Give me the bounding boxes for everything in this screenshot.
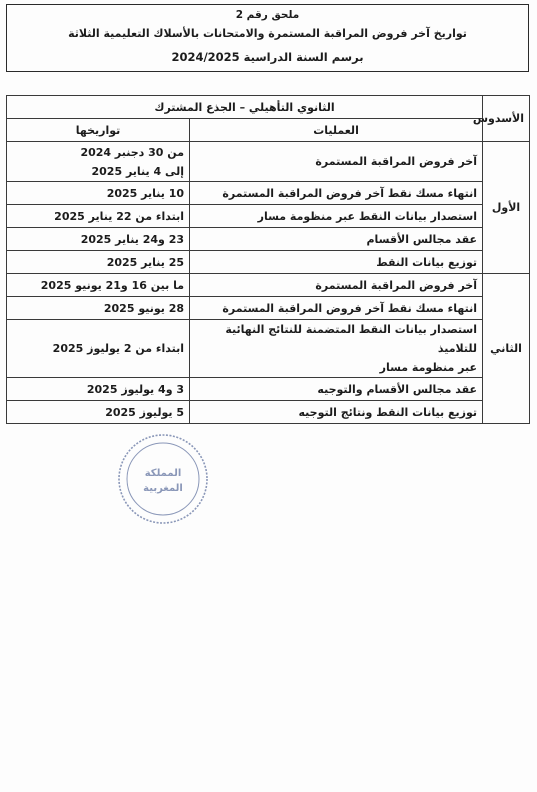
operation-cell: استصدار بيانات النقط عبر منظومة مسار xyxy=(190,205,483,228)
operation-cell: آخر فروض المراقبة المستمرة xyxy=(190,274,483,297)
date-cell: 25 يناير 2025 xyxy=(7,251,190,274)
operations-header: العمليات xyxy=(190,119,483,142)
operation-cell xyxy=(190,320,483,378)
stamp-text-2: المغربية xyxy=(143,483,183,494)
table-row xyxy=(7,378,530,401)
document-title: تواريخ آخر فروض المراقبة المستمرة والامتحانات بالأسلاك التعليمية الثلاثة xyxy=(68,27,467,40)
official-stamp xyxy=(116,432,210,526)
date-line-1: من 30 دجنبر 2024 xyxy=(80,145,185,159)
operation-cell: توزيع بيانات النقط ونتائج التوجيه xyxy=(190,401,483,424)
date-cell: 10 يناير 2025 xyxy=(7,182,190,205)
operation-cell: انتهاء مسك نقط آخر فروض المراقبة المستمرة xyxy=(190,297,483,320)
table-row xyxy=(7,142,530,182)
level-title: الثانوي التأهيلي – الجذع المشترك xyxy=(7,96,483,119)
semester-1-label: الأول xyxy=(483,142,530,274)
table-row xyxy=(7,401,530,424)
header-box xyxy=(6,4,529,72)
school-year: برسم السنة الدراسية 2024/2025 xyxy=(171,50,364,64)
table-row xyxy=(7,205,530,228)
table-row xyxy=(7,251,530,274)
operation-line-2: عبر منظومة مسار xyxy=(379,361,478,374)
operation-cell: توزيع بيانات النقط xyxy=(190,251,483,274)
table-row xyxy=(7,228,530,251)
dates-header: تواريخها xyxy=(7,119,190,142)
schedule-table xyxy=(6,95,530,424)
table-row xyxy=(7,274,530,297)
operation-cell: عقد مجالس الأقسام والتوجيه xyxy=(190,378,483,401)
date-cell: ابتداء من 22 يناير 2025 xyxy=(7,205,190,228)
stamp-outer-ring xyxy=(119,435,207,523)
date-cell: 3 و4 يوليوز 2025 xyxy=(7,378,190,401)
table-row xyxy=(7,182,530,205)
annex-label: ملحق رقم 2 xyxy=(235,9,300,21)
date-cell xyxy=(7,142,190,182)
table-row xyxy=(7,320,530,378)
stamp-text-1: المملكة xyxy=(144,468,182,479)
date-cell: 23 و24 يناير 2025 xyxy=(7,228,190,251)
stamp-inner-ring xyxy=(127,443,199,515)
date-cell: 28 يونيو 2025 xyxy=(7,297,190,320)
semester-header: الأسدوس xyxy=(483,96,530,142)
semester-2-label: الثاني xyxy=(483,274,530,424)
date-cell: ابتداء من 2 يوليوز 2025 xyxy=(7,320,190,378)
date-cell: ما بين 16 و21 يونيو 2025 xyxy=(7,274,190,297)
operation-line-1: استصدار بيانات النقط المتضمنة للنتائج النهائية للتلاميذ xyxy=(225,323,478,355)
operation-cell: آخر فروض المراقبة المستمرة xyxy=(190,142,483,182)
operation-cell: عقد مجالس الأقسام xyxy=(190,228,483,251)
operation-cell: انتهاء مسك نقط آخر فروض المراقبة المستمرة xyxy=(190,182,483,205)
date-cell: 5 يوليوز 2025 xyxy=(7,401,190,424)
table-row xyxy=(7,297,530,320)
date-line-2: إلى 4 يناير 2025 xyxy=(91,164,185,178)
